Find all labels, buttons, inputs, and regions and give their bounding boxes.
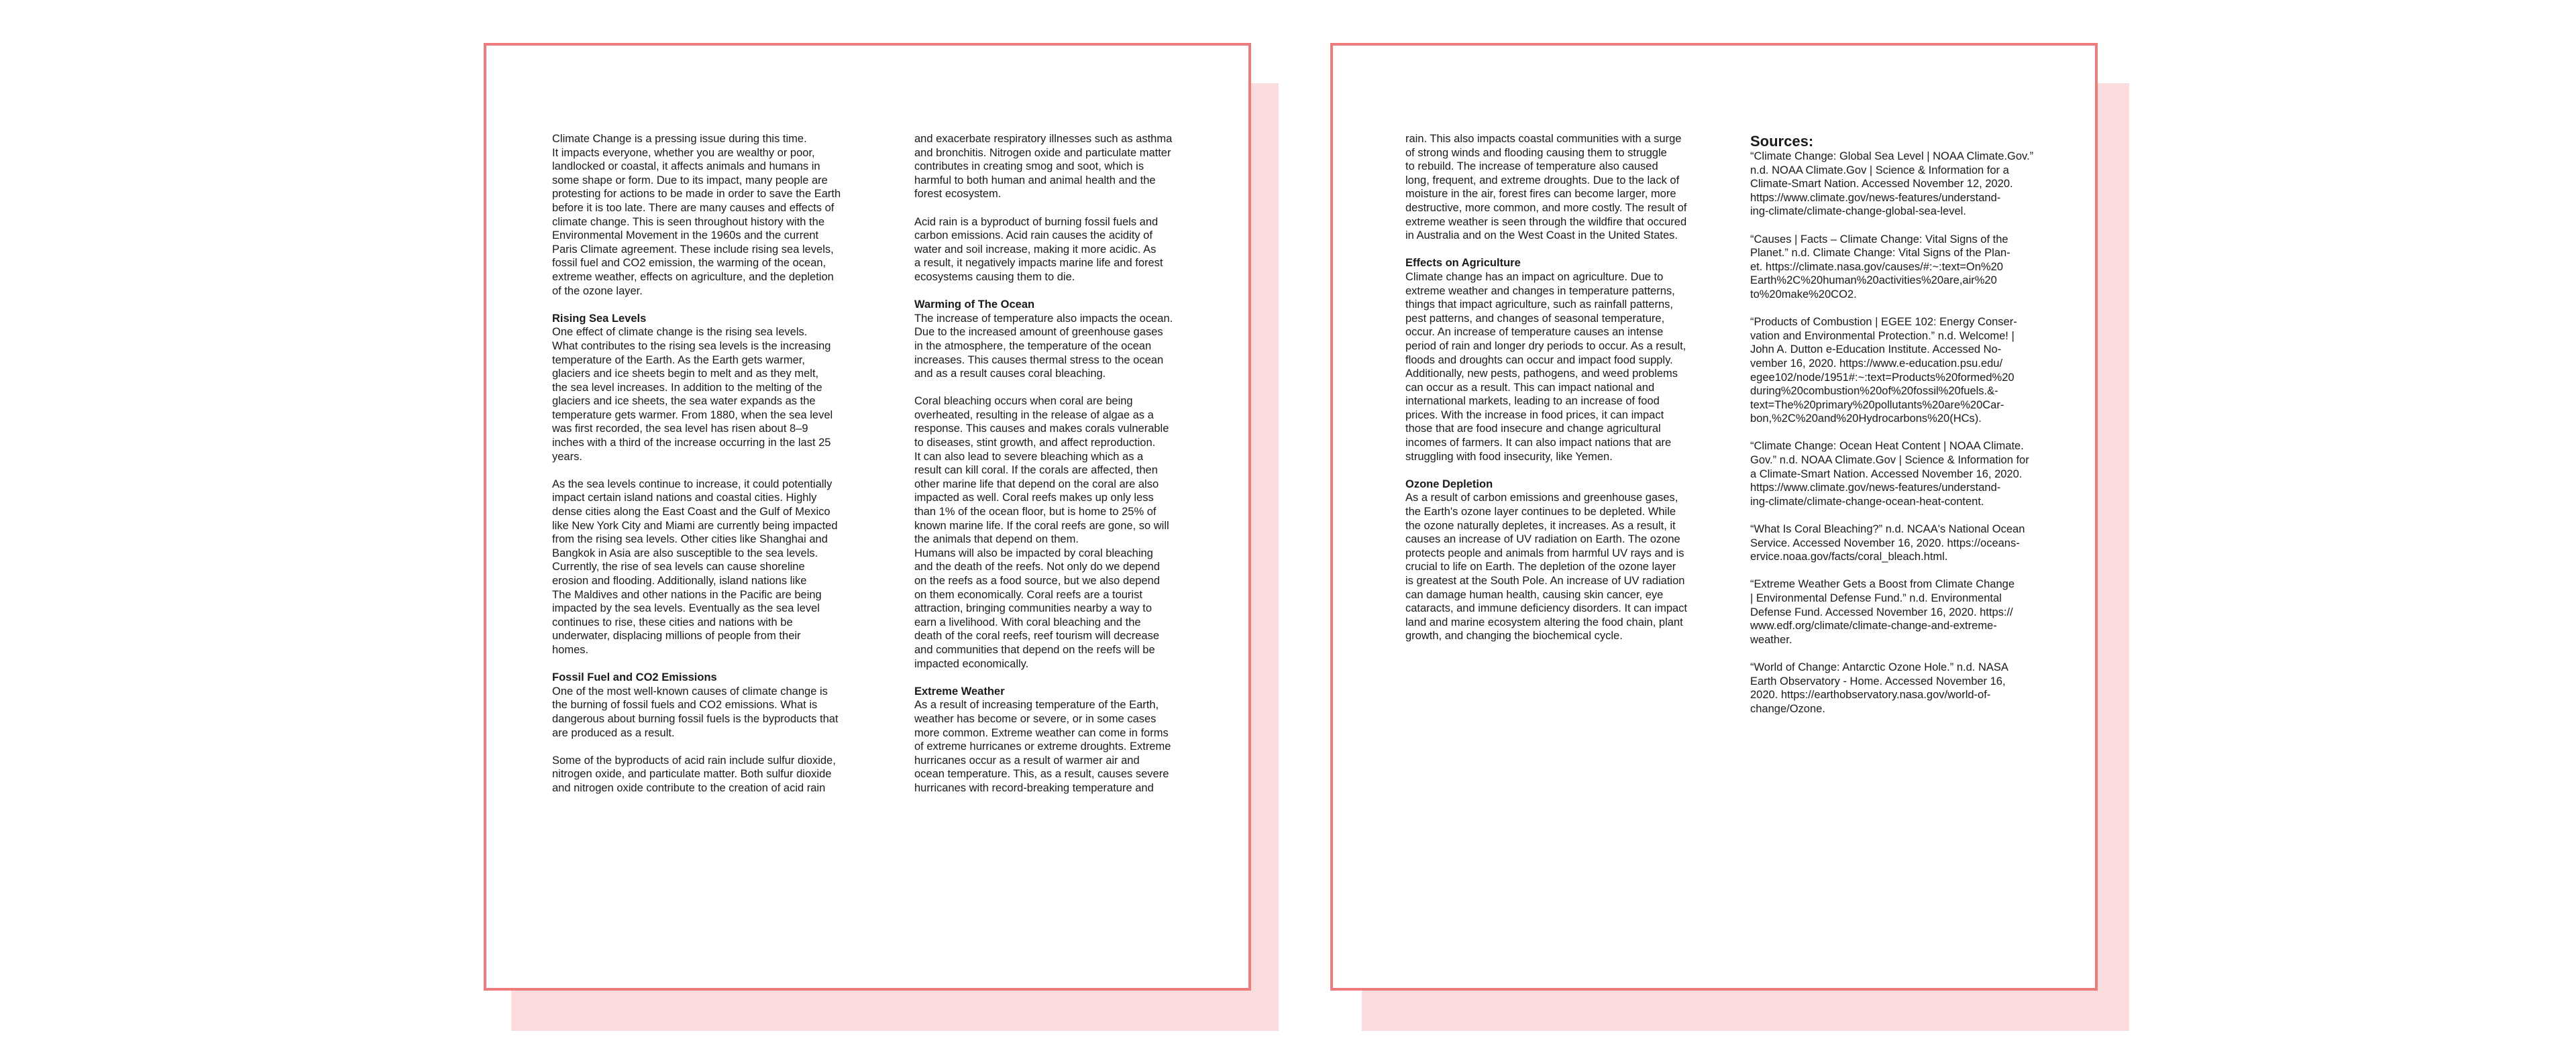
page-1 bbox=[484, 43, 1251, 991]
page-2-column-left bbox=[1405, 132, 1734, 657]
paragraph: As the sea levels continue to increase, it could potentially impact certain island nations and coastal cities. Highly dense cities along the East Coast and the Gulf of Mexico like New York City and Miami are currently being impacted from the rising sea levels. Other cities like Shanghai and Bangkok in Asia are also susceptible to the sea levels. Currently, the rise of sea levels can cause shoreline erosion and flooding. Additionally, island nations like The Maldives and other nations in the Pacific are being impacted by the sea levels. Eventually as the sea level continues to rise, these cities and nations with be underwater, displacing millions of people from their homes. bbox=[552, 478, 838, 656]
paragraph: One effect of climate change is the rising sea levels. What contributes to the rising sea levels is the increasing temperature of the Earth. As the Earth gets warmer, glaciers and ice sheets begin to melt and as they melt, the sea level increases. In addition to the melting of the glaciers and ice sheets, the sea water expands as the temperature gets warmer. From 1880, when the sea level was first recorded, the sea level has risen about 8–9 inches with a third of the increase occurring in the last 25 years. bbox=[552, 326, 833, 463]
intro-paragraph: Climate Change is a pressing issue during this time. It impacts everyone, whether you are wealthy or poor, landlocked or coastal, it affects animals and humans in some shape or form. Due to its impact, many people are protesting for actions to be made in order to save the Earth before it is too late. There are many causes and effects of climate change. This is seen throughout history with the Environmental Movement in the 1960s and the current Paris Climate agreement. These include rising sea levels, fossil fuel and CO2 emission, the warming of the ocean, extreme weather, effects on agriculture, and the depletion of the ozone layer. bbox=[552, 133, 841, 297]
source-item: “Products of Combustion | EGEE 102: Energy Conser- vation and Environmental Protection.” n.d. Welcome! | John A. Dutton e-Education Institute. Accessed No- vember 16, 2020. https://www.e-education.psu.edu/ egee102/node/1951#:~:text=Products%20formed%20 during%20combustion%20of%20fossil%20fuels.&- text=The%20primary%20pollutants%20are%20Car- bon,%2C%20and%20Hydrocarbons%20(HCs). bbox=[1750, 316, 2017, 425]
source-item: “Causes | Facts – Climate Change: Vital Signs of the Planet.” n.d. Climate Change: Vital Signs of the Plan- et. https://climate.nasa.gov/causes/#:~:text=On%20 Earth%2C%20human%20activities%20are,air%20 to%20make%20CO2. bbox=[1750, 233, 2010, 300]
page-2 bbox=[1330, 43, 2098, 991]
paragraph: The increase of temperature also impacts the ocean. Due to the increased amount of greenhouse gases in the atmosphere, the temperature of the ocean increases. This causes thermal stress to the ocean and as a result causes coral bleaching. bbox=[914, 312, 1173, 380]
section-heading-rising-sea-levels: Rising Sea Levels bbox=[552, 312, 647, 325]
source-item: “Extreme Weather Gets a Boost from Climate Change | Environmental Defense Fund.” n.d. Environmental Defense Fund. Accessed November 16, 2020. https:// www.edf.org/climate/climate-change-and-extreme- weather. bbox=[1750, 578, 2015, 646]
paragraph: and exacerbate respiratory illnesses such as asthma and bronchitis. Nitrogen oxide and particulate matter contributes in creating smog and soot, which is harmful to both human and animal health and the forest ecosystem. bbox=[914, 133, 1173, 201]
paragraph: Coral bleaching occurs when coral are being overheated, resulting in the release of algae as a response. This causes and makes corals vulnerable to diseases, stint growth, and affect reproduction. It can also lead to severe bleaching which as a result can kill coral. If the corals are affected, then other marine life that depend on the coral are also impacted as well. Coral reefs makes up only less than 1% of the ocean floor, but is home to 25% of known marine life. If the coral reefs are gone, so will the animals that depend on them. Humans will also be impacted by coral bleaching and the death of the reefs. Not only do we depend on the reefs as a food source, but we also depend on them economically. Coral reefs are a tourist attraction, bringing communities nearby a way to earn a livelihood. With coral bleaching and the death of the coral reefs, reef tourism will decrease and communities that depend on the reefs will be impacted economically. bbox=[914, 395, 1169, 670]
source-item: “Climate Change: Global Sea Level | NOAA Climate.Gov.” n.d. NOAA Climate.Gov | Science & Information for a Climate-Smart Nation. Accessed November 12, 2020. https://www.climate.gov/news-features/understand- ing-climate/climate-change-global-sea-level. bbox=[1750, 150, 2034, 218]
source-item: “What Is Coral Bleaching?” n.d. NCAA's National Ocean Service. Accessed November 16, 2020. https://oceans- ervice.noaa.gov/facts/coral_bleach.html. bbox=[1750, 523, 2025, 563]
paragraph: As a result of increasing temperature of the Earth, weather has become or severe, or in some cases more common. Extreme weather can come in forms of extreme hurricanes or extreme droughts. Extreme hurricanes occur as a result of warmer air and ocean temperature. This, as a result, causes severe hurricanes with record-breaking temperature and bbox=[914, 699, 1171, 794]
page-2-sources bbox=[1750, 133, 2079, 730]
section-heading-fossil-fuel: Fossil Fuel and CO2 Emissions bbox=[552, 671, 717, 684]
source-item: “Climate Change: Ocean Heat Content | NOAA Climate. Gov.” n.d. NOAA Climate.Gov | Science & Information for a Climate-Smart Nation. Accessed November 16, 2020. https://www.climate.gov/news-features/understand- ing-climate/climate-change-ocean-heat-content. bbox=[1750, 440, 2029, 508]
paragraph: One of the most well-known causes of climate change is the burning of fossil fuels and CO2 emissions. What is dangerous about burning fossil fuels is the byproducts that are produced as a result. bbox=[552, 685, 839, 739]
paragraph: As a result of carbon emissions and greenhouse gases, the Earth's ozone layer continues to be depleted. While the ozone naturally depletes, it increases. As a result, it causes an increase of UV radiation on Earth. The ozone protects people and animals from harmful UV rays and is crucial to life on Earth. The depletion of the ozone layer is greatest at the South Pole. An increase of UV radiation can damage human health, causing skin cancer, eye cataracts, and immune deficiency disorders. It can impact land and marine ecosystem altering the food chain, plant growth, and changing the biochemical cycle. bbox=[1405, 492, 1688, 643]
section-heading-ozone: Ozone Depletion bbox=[1405, 478, 1493, 490]
paragraph: Acid rain is a byproduct of burning fossil fuels and carbon emissions. Acid rain causes the acidity of water and soil increase, making it more acidic. As a result, it negatively impacts marine life and forest ecosystems causing them to die. bbox=[914, 215, 1163, 283]
source-item: “World of Change: Antarctic Ozone Hole.” n.d. NASA Earth Observatory - Home. Accessed November 16, 2020. https://earthobservatory.nasa.gov/world-of- change/Ozone. bbox=[1750, 661, 2008, 715]
section-heading-extreme-weather: Extreme Weather bbox=[914, 685, 1005, 698]
paragraph: rain. This also impacts coastal communities with a surge of strong winds and flooding causing them to struggle to rebuild. The increase of temperature also caused long, frequent, and extreme droughts. Due to the lack of moisture in the air, forest fires can become larger, more destructive, more common, and more costly. The result of extreme weather is seen through the wildfire that occured in Australia and on the West Coast in the United States. bbox=[1405, 133, 1687, 242]
paragraph: Climate change has an impact on agriculture. Due to extreme weather and changes in temperature patterns, things that impact agriculture, such as rainfall patterns, pest patterns, and changes of seasonal temperature, occur. An increase of temperature causes an intense period of rain and longer dry periods to occur. As a result, floods and droughts can occur and impact food supply. Additionally, new pests, pathogens, and weed problems can occur as a result. This can impact national and international markets, leading to an increase of food prices. With the increase in food prices, it can impact those that are food insecure and change agricultural incomes of farmers. It can also impact nations that are struggling with food insecurity, like Yemen. bbox=[1405, 270, 1686, 463]
page-1-column-right bbox=[914, 132, 1243, 809]
section-heading-agriculture: Effects on Agriculture bbox=[1405, 257, 1521, 270]
paragraph: Some of the byproducts of acid rain include sulfur dioxide, nitrogen oxide, and particulate matter. Both sulfur dioxide and nitrogen oxide contribute to the creation of acid rain bbox=[552, 754, 836, 794]
sources-heading: Sources: bbox=[1750, 133, 1814, 150]
section-heading-warming-ocean: Warming of The Ocean bbox=[914, 298, 1035, 311]
page-1-column-left bbox=[552, 132, 881, 809]
